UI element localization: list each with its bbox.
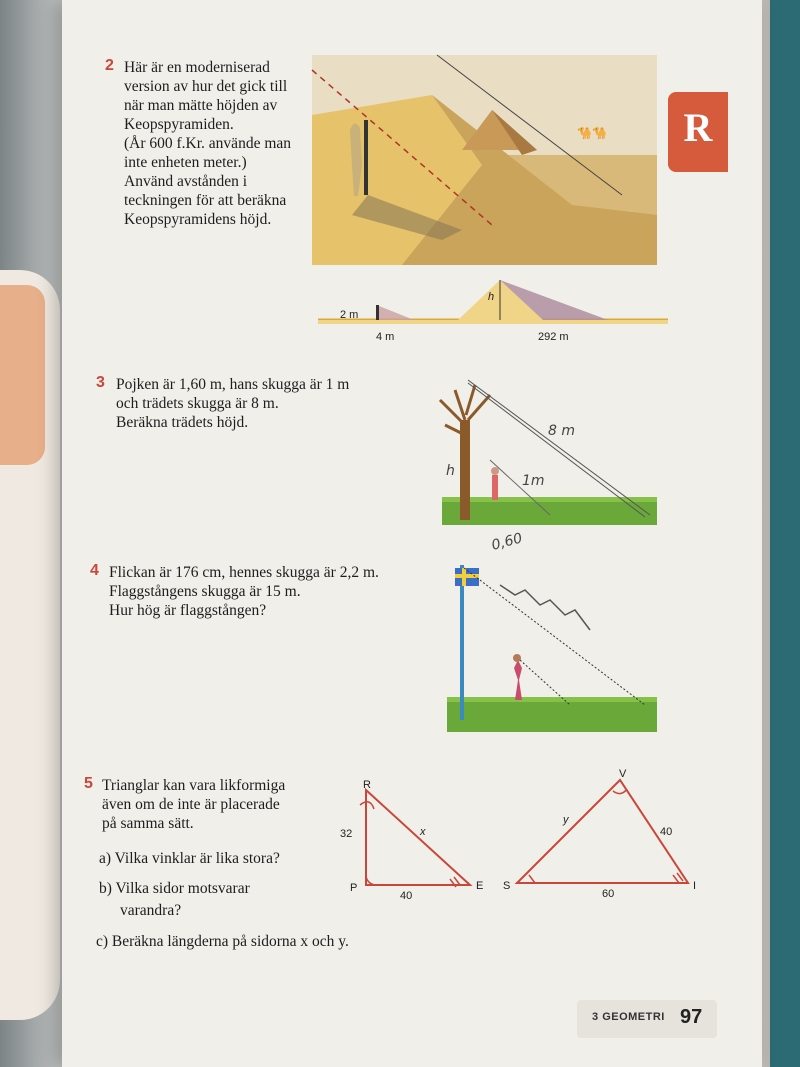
footer-chapter: [592, 1011, 665, 1023]
task4-text: [109, 563, 379, 620]
task3-line: Beräkna trädets höjd.: [116, 414, 249, 431]
pyramid-illustration: [312, 55, 657, 265]
badge-letter: R: [683, 104, 713, 150]
task5-question-c: c) Beräkna längderna på sidorna x och y.: [96, 933, 349, 950]
triangle-vsi: [495, 765, 715, 910]
vertex-R: R: [363, 779, 371, 791]
task2-line: Använd avstånden i: [124, 173, 248, 190]
pyramid-diagram: [318, 275, 673, 345]
side-SV-label: y: [563, 814, 569, 826]
task2-line: version av hur det gick till: [124, 78, 288, 95]
handwritten-h: h: [446, 463, 455, 479]
side-VI-label: 40: [660, 826, 673, 838]
task5-question-a: a) Vilka vinklar är lika stora?: [99, 850, 280, 867]
task3-text: [116, 375, 349, 432]
vertex-P: P: [350, 882, 358, 894]
handwritten-0-60: 0,60: [489, 530, 525, 554]
task4-line: Flaggstångens skugga är 15 m.: [109, 583, 301, 600]
triangle-rpe: [330, 775, 500, 910]
pyramid-shadow-label: 292 m: [538, 331, 569, 343]
chapter-name: GEOMETRI: [602, 1011, 665, 1023]
task2-line: Här är en moderniserad: [124, 59, 270, 76]
task4-line: Hur hög är flaggstången?: [109, 602, 267, 619]
task3-line: och trädets skugga är 8 m.: [116, 395, 279, 412]
camel-icon: 🐪🐪: [577, 126, 607, 140]
task4-number: 4: [90, 562, 99, 579]
chapter-number: 3: [592, 1011, 599, 1023]
task3-number: 3: [96, 374, 105, 391]
vertex-V: V: [619, 768, 627, 780]
task2-line: teckningen för att beräkna: [124, 192, 287, 209]
side-RP-label: 32: [340, 828, 353, 840]
task2-line: inte enheten meter.): [124, 154, 247, 171]
stick-shadow-label: 4 m: [376, 331, 395, 343]
pyramid-height-label: h: [488, 291, 495, 303]
task2-line: Keopspyramiden.: [124, 116, 234, 133]
task2-line: när man mätte höjden av: [124, 97, 278, 114]
stick-height-label: 2 m: [340, 309, 359, 321]
side-RE-label: x: [420, 826, 426, 838]
task5-question-b-continued: varandra?: [120, 902, 182, 919]
handwritten-1m: 1m: [522, 473, 545, 489]
review-badge: [668, 92, 728, 172]
task5-line: på samma sätt.: [102, 815, 194, 832]
flagpole-illustration: [445, 530, 660, 740]
vertex-S: S: [503, 880, 511, 892]
task5-text: [102, 776, 285, 833]
task2-number: 2: [105, 57, 114, 74]
previous-page-tab: [0, 285, 45, 465]
task5-number: 5: [84, 775, 93, 792]
task2-line: (År 600 f.Kr. använde man: [124, 135, 292, 152]
vertex-E: E: [476, 880, 484, 892]
side-PE-label: 40: [400, 890, 413, 902]
page-number: 97: [680, 1006, 703, 1028]
handwritten-8m: 8 m: [548, 423, 575, 439]
vertex-I: I: [693, 880, 697, 892]
tree-illustration: [430, 375, 660, 535]
task2-text: [124, 58, 291, 229]
task2-line: Keopspyramidens höjd.: [124, 211, 272, 228]
task5-line: Trianglar kan vara likformiga: [102, 777, 286, 794]
task4-line: Flickan är 176 cm, hennes skugga är 2,2 m.: [109, 564, 379, 581]
task3-line: Pojken är 1,60 m, hans skugga är 1 m: [116, 376, 350, 393]
task5-line: även om de inte är placerade: [102, 796, 280, 813]
side-SI-label: 60: [602, 888, 615, 900]
task5-question-b: b) Vilka sidor motsvarar: [99, 880, 250, 897]
